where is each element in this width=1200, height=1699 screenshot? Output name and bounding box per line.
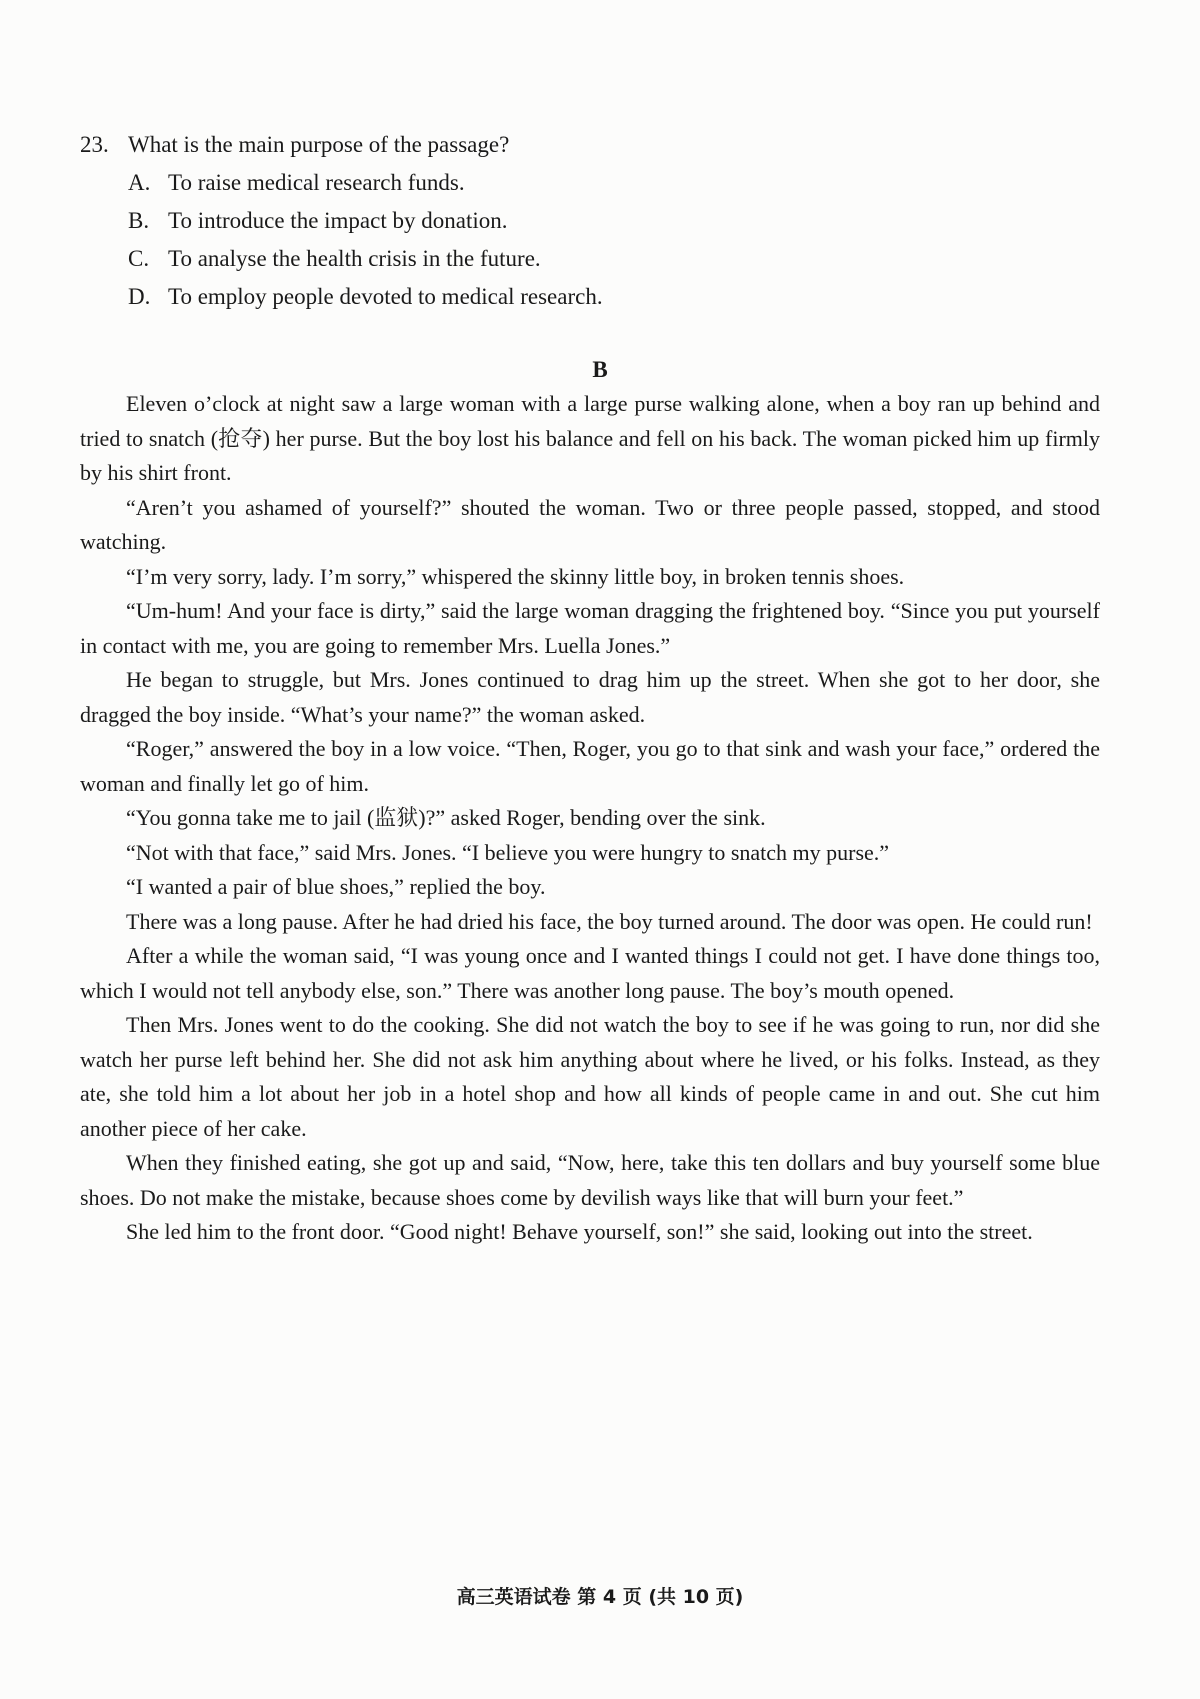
- option-a: [128, 164, 1100, 202]
- option-letter: B.: [128, 208, 150, 233]
- reading-passage: [80, 387, 1100, 1407]
- option-b: [128, 202, 1100, 240]
- passage-paragraph: “Roger,” answered the boy in a low voice. “Then, Roger, you go to that sink and wash your face,” ordered the woman and finally let go of him.: [80, 736, 1100, 796]
- passage-paragraph: “Aren’t you ashamed of yourself?” shouted the woman. Two or three people passed, stopped, and stood watching.: [80, 494, 1100, 554]
- option-text: To analyse the health crisis in the future.: [168, 246, 541, 271]
- option-c: [128, 240, 1100, 278]
- page-footer: 高三英语试卷 第 4 页 (共 10 页): [456, 1586, 744, 1608]
- passage-paragraph: There was a long pause. After he had dried his face, the boy turned around. The door was open. He could run!: [126, 908, 1093, 934]
- passage-paragraph: “I wanted a pair of blue shoes,” replied the boy.: [126, 874, 546, 899]
- option-letter: A.: [128, 170, 151, 195]
- passage-paragraph: He began to struggle, but Mrs. Jones continued to drag him up the street. When she got to her door, she dragged the boy inside. “What’s your name?” the woman asked.: [80, 667, 1100, 727]
- passage-paragraph: Eleven o’clock at night saw a large woman with a large purse walking alone, when a boy ran up behind and tried to snatch (抢夺) her purse. But the boy lost his balance and fell on his back. The woman picked him up firmly by his shirt front.: [80, 391, 1100, 485]
- question-number: 23.: [80, 132, 109, 157]
- passage-paragraph: Then Mrs. Jones went to do the cooking. She did not watch the boy to see if he was going to run, nor did she watch her purse left behind her. She did not ask him anything about where he lived, or his folks. Instead, as they ate, she told him a lot about her job in a hotel shop and how all kinds of people came in and out. She cut him another piece of her cake.: [80, 1012, 1100, 1141]
- passage-paragraph: After a while the woman said, “I was young once and I wanted things I could not get. I have done things too, which I would not tell anybody else, son.” There was another long pause. The boy’s mouth opened.: [80, 943, 1100, 1003]
- answer-options: [128, 164, 1100, 316]
- passage-paragraph: “You gonna take me to jail (监狱)?” asked Roger, bending over the sink.: [126, 805, 766, 830]
- option-letter: D.: [128, 284, 151, 309]
- passage-paragraph: When they finished eating, she got up and said, “Now, here, take this ten dollars and buy yourself some blue shoes. Do not make the mistake, because shoes come by devilish ways like that will burn your feet.”: [80, 1150, 1100, 1210]
- option-text: To raise medical research funds.: [168, 170, 465, 195]
- option-letter: C.: [128, 246, 150, 271]
- option-text: To employ people devoted to medical research.: [168, 284, 603, 309]
- question-23: [80, 126, 1100, 316]
- passage-paragraph: “Um-hum! And your face is dirty,” said the large woman dragging the frightened boy. “Since you put yourself in contact with me, you are going to remember Mrs. Luella Jones.”: [80, 598, 1100, 658]
- option-text: To introduce the impact by donation.: [168, 208, 508, 233]
- section-heading: B: [592, 357, 608, 382]
- passage-paragraph: “I’m very sorry, lady. I’m sorry,” whispered the skinny little boy, in broken tennis shoes.: [126, 563, 905, 589]
- passage-paragraph: She led him to the front door. “Good night! Behave yourself, son!” she said, looking out into the street.: [126, 1219, 1033, 1244]
- question-stem: [80, 126, 1100, 164]
- question-text: What is the main purpose of the passage?: [128, 132, 510, 157]
- passage-paragraph: “Not with that face,” said Mrs. Jones. “I believe you were hungry to snatch my purse.”: [126, 839, 890, 865]
- option-d: [128, 278, 1100, 316]
